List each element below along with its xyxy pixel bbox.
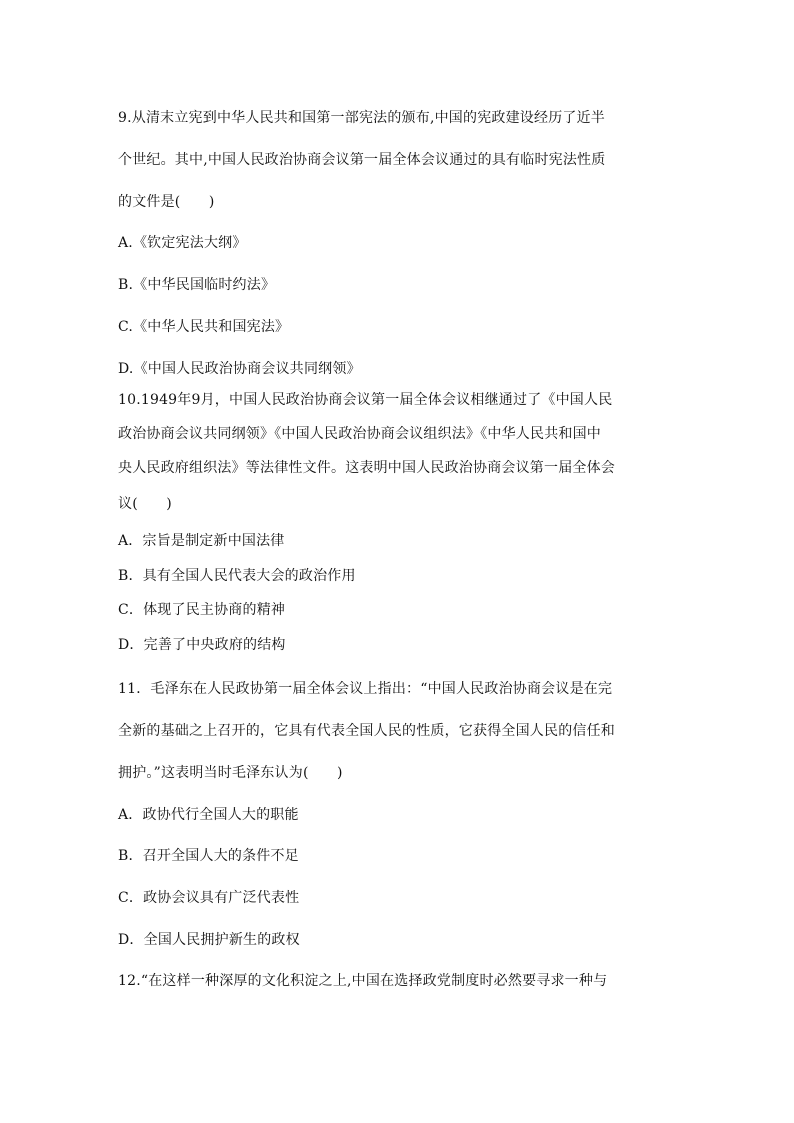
q10-stem-line-2: 政治协商会议共同纲领》《中国人民政治协商会议组织法》《中华人民共和国中	[118, 426, 601, 442]
q9-option-d: D.《中国人民政治协商会议共同纲领》	[118, 361, 361, 377]
q11-option-a: A．政协代行全国人大的职能	[118, 807, 299, 823]
q11-stem-line-3: 拥护。”这表明当时毛泽东认为( )	[118, 765, 343, 781]
q10-stem-line-1: 10.1949年9月，中国人民政治协商会议第一届全体会议相继通过了《中国人民	[118, 392, 613, 408]
q11-stem-line-2: 全新的基础之上召开的，它具有代表全国人民的性质，它获得全国人民的信任和	[118, 723, 615, 739]
q9-stem-line-2: 个世纪。其中,中国人民政治协商会议第一届全体会议通过的具有临时宪法性质	[118, 152, 606, 168]
q10-option-a: A．宗旨是制定新中国法律	[118, 533, 285, 549]
q10-option-c: C．体现了民主协商的精神	[118, 602, 286, 618]
q10-option-d: D．完善了中央政府的结构	[118, 637, 286, 653]
q12-stem-line-1: 12.“在这样一种深厚的文化积淀之上,中国在选择政党制度时必然要寻求一种与	[118, 973, 608, 989]
q9-option-a: A.《钦定宪法大纲》	[118, 235, 247, 251]
q9-option-c: C.《中华人民共和国宪法》	[118, 319, 290, 335]
q9-option-b: B.《中华民国临时约法》	[118, 277, 276, 293]
q9-stem-line-1: 9.从清末立宪到中华人民共和国第一部宪法的颁布,中国的宪政建设经历了近半	[118, 110, 606, 126]
q11-option-d: D．全国人民拥护新生的政权	[118, 932, 300, 948]
q11-stem-line-1: 11．毛泽东在人民政协第一届全体会议上指出：“中国人民政治协商会议是在完	[118, 681, 613, 697]
q9-stem-line-3: 的文件是( )	[118, 194, 215, 210]
q10-option-b: B．具有全国人民代表大会的政治作用	[118, 568, 356, 584]
q11-option-b: B．召开全国人大的条件不足	[118, 848, 299, 864]
q10-stem-line-4: 议( )	[118, 496, 172, 512]
q10-stem-line-3: 央人民政府组织法》等法律性文件。这表明中国人民政治协商会议第一届全体会	[118, 460, 615, 476]
q11-option-c: C．政协会议具有广泛代表性	[118, 890, 300, 906]
